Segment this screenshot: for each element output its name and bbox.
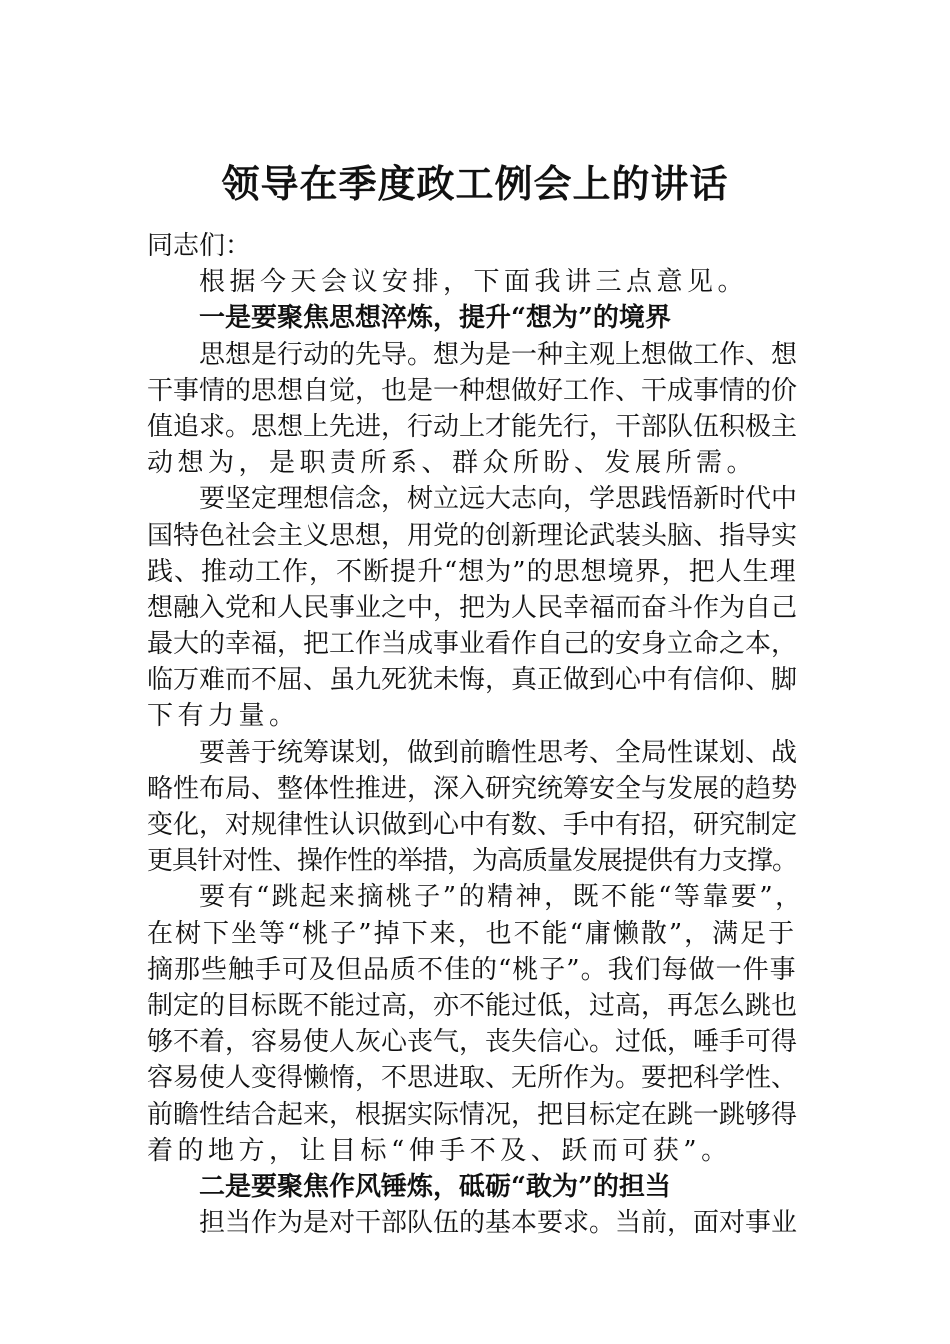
paragraph-line: 下有力量。: [147, 701, 300, 732]
document-body: [147, 228, 805, 1241]
paragraph-line: 最大的幸福，把工作当成事业看作自己的安身立命之本，: [147, 629, 798, 660]
paragraph-line: 摘那些触手可及但品质不佳的“桃子”。我们每做一件事: [147, 954, 797, 985]
paragraph-line: 变化，对规律性认识做到心中有数、手中有招，研究制定: [147, 810, 798, 840]
paragraph-line: 值追求。思想上先进，行动上才能先行，干部队伍积极主: [147, 411, 798, 442]
paragraph-line: 践、推动工作，不断提升“想为”的思想境界，把人生理: [147, 556, 797, 587]
paragraph-line: 要有“跳起来摘桃子”的精神，既不能“等靠要”，: [199, 882, 804, 913]
document-title: 领导在季度政工例会上的讲话: [221, 161, 729, 206]
paragraph-line: 思想是行动的先导。想为是一种主观上想做工作、想: [199, 339, 798, 370]
paragraph-line: 要坚定理想信念，树立远大志向，学思践悟新时代中: [199, 484, 798, 515]
paragraph-line: 国特色社会主义思想，用党的创新理论武装头脑、指导实: [147, 520, 798, 551]
paragraph-line: 担当作为是对干部队伍的基本要求。当前，面对事业: [199, 1208, 798, 1239]
paragraph-line: 动想为，是职责所系、群众所盼、发展所需。: [147, 448, 758, 479]
section-heading: 一是要聚焦思想淬炼，提升“想为”的境界: [199, 303, 671, 334]
paragraph-line: 要善于统筹谋划，做到前瞻性思考、全局性谋划、战: [199, 737, 798, 768]
paragraph-line: 根据今天会议安排，下面我讲三点意见。: [199, 267, 749, 298]
paragraph-line: 临万难而不屈、虽九死犹未悔，真正做到心中有信仰、脚: [147, 665, 798, 696]
paragraph-line: 更具针对性、操作性的举措，为高质量发展提供有力支撑。: [147, 846, 798, 877]
paragraph-line: 制定的目标既不能过高，亦不能过低，过高，再怎么跳也: [147, 990, 798, 1021]
paragraph-line: 前瞻性结合起来，根据实际情况，把目标定在跳一跳够得: [147, 1099, 798, 1130]
section-heading: 二是要聚焦作风锤炼，砥砺“敢为”的担当: [199, 1171, 671, 1202]
salutation: 同志们：: [147, 231, 252, 261]
paragraph-line: 在树下坐等“桃子”掉下来，也不能“庸懒散”，满足于: [147, 918, 797, 949]
paragraph-line: 干事情的思想自觉，也是一种想做好工作、干成事情的价: [147, 375, 798, 406]
paragraph-line: 略性布局、整体性推进，深入研究统筹安全与发展的趋势: [147, 773, 798, 804]
paragraph-line: 容易使人变得懒惰，不思进取、无所作为。要把科学性、: [147, 1063, 798, 1094]
paragraph-line: 想融入党和人民事业之中，把为人民幸福而奋斗作为自己: [147, 592, 798, 623]
paragraph-line: 着的地方，让目标“伸手不及、跃而可获”。: [147, 1135, 732, 1166]
paragraph-line: 够不着，容易使人灰心丧气，丧失信心。过低，唾手可得: [147, 1027, 798, 1058]
